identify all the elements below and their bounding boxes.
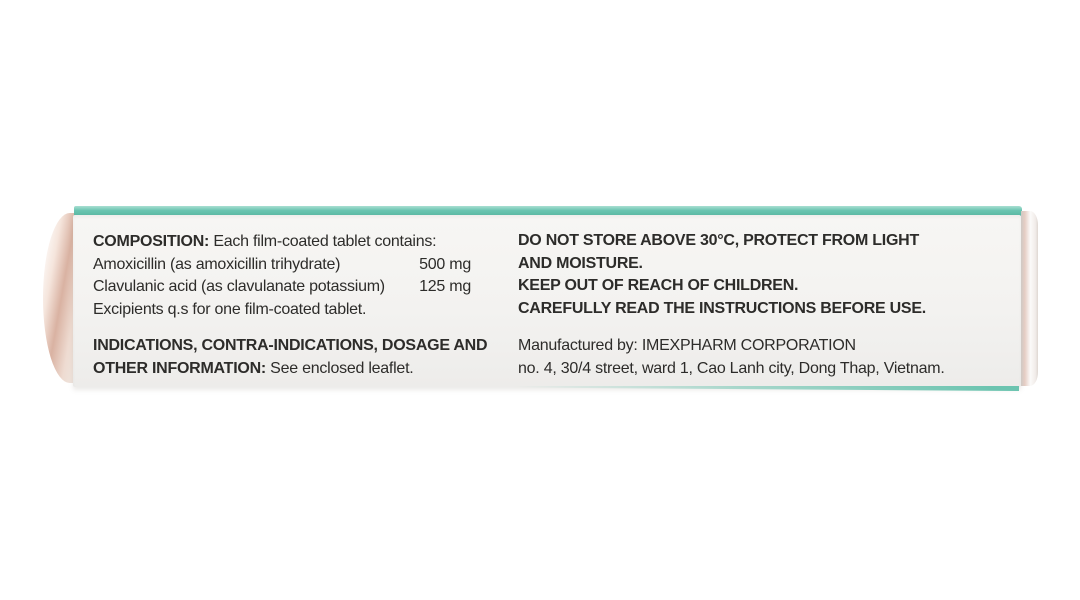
box-left-end-flap: [43, 213, 77, 383]
composition-column: [93, 231, 495, 380]
composition-intro: Each film-coated tablet contains:: [213, 233, 437, 250]
manufacturer-section: [518, 335, 1023, 380]
indications-section: [93, 335, 495, 380]
ingredient-name: Clavulanic acid (as clavulanate potassium): [93, 278, 385, 295]
ingredient-amount: 500 mg: [419, 255, 471, 273]
warnings-column: [518, 230, 1023, 380]
ingredient-row: [93, 254, 471, 277]
excipients-line: Excipients q.s for one film-coated tablet.: [93, 300, 367, 318]
children-warning: KEEP OUT OF REACH OF CHILDREN.: [518, 277, 799, 294]
manufacturer-line1: Manufactured by: IMEXPHARM CORPORATION: [518, 337, 856, 354]
manufacturer-line2: no. 4, 30/4 street, ward 1, Cao Lanh city, Dong Thap, Vietnam.: [518, 359, 945, 377]
indications-heading-line2: OTHER INFORMATION:: [93, 359, 266, 377]
storage-warning-line2: AND MOISTURE.: [518, 254, 643, 272]
box-right-end-flap: [1021, 211, 1038, 386]
indications-text: See enclosed leaflet.: [270, 359, 414, 377]
ingredient-amount: 125 mg: [419, 278, 471, 295]
composition-heading-line: [93, 231, 495, 254]
indications-heading-line1: INDICATIONS, CONTRA-INDICATIONS, DOSAGE AND: [93, 337, 488, 354]
ingredient-name: Amoxicillin (as amoxicillin trihydrate): [93, 255, 341, 273]
instructions-warning: CAREFULLY READ THE INSTRUCTIONS BEFORE USE.: [518, 299, 926, 317]
box-bottom-teal-edge: [513, 386, 1019, 391]
medicine-box: [43, 205, 1038, 391]
composition-label: COMPOSITION:: [93, 233, 210, 250]
storage-warning-line1: DO NOT STORE ABOVE 30°C, PROTECT FROM LIGHT: [518, 232, 920, 249]
ingredient-row: [93, 276, 471, 299]
